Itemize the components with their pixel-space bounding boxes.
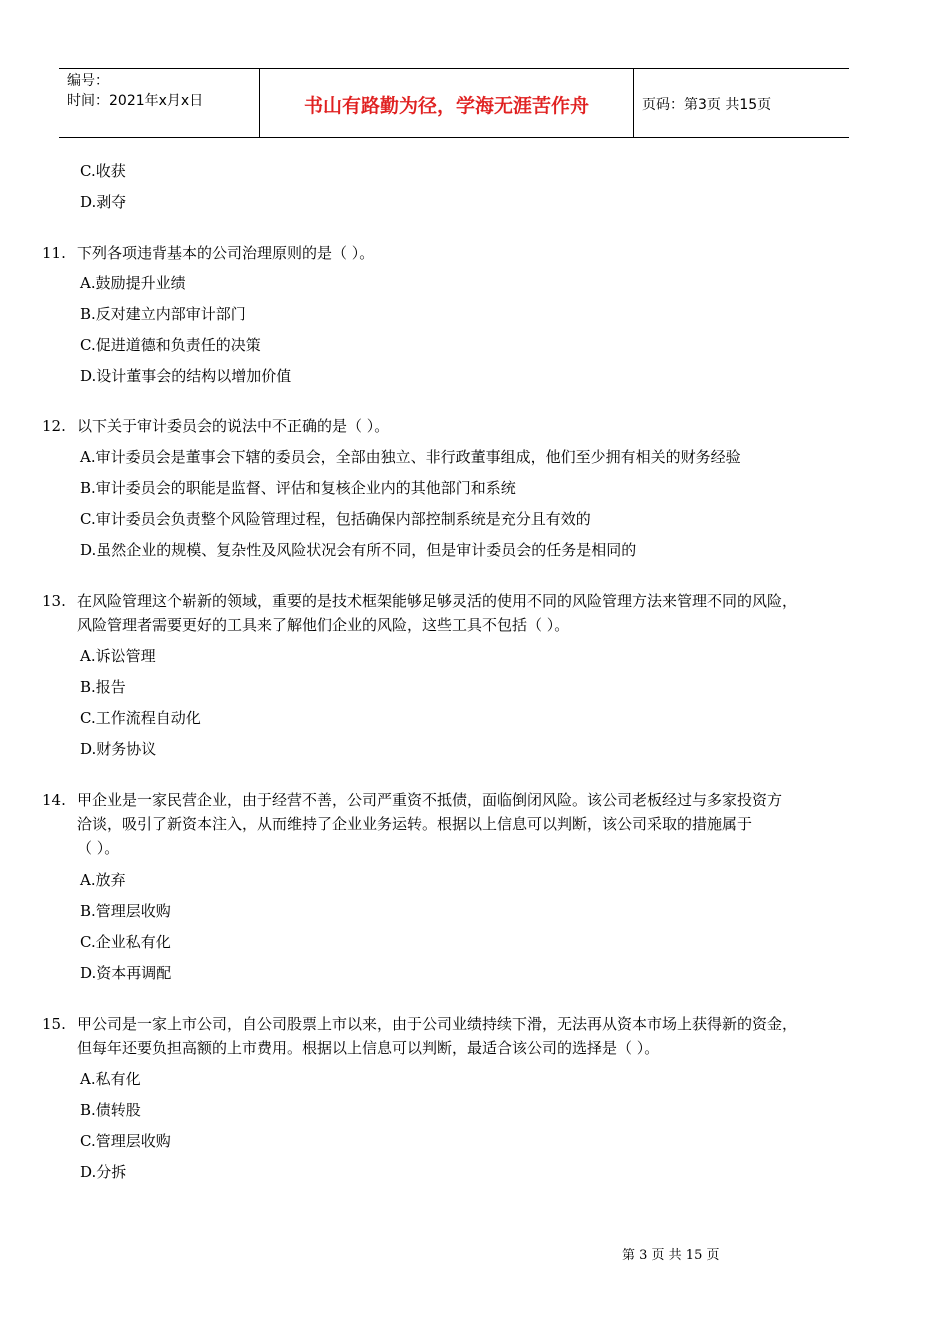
option-text: D.虽然企业的规模、复杂性及风险状况会有所不同，但是审计委员会的任务是相同的 [80, 541, 637, 559]
option-text: A.鼓励提升业绩 [80, 274, 186, 292]
page-footer: 第 3 页 共 15 页 [622, 1248, 720, 1263]
option-text: D.分拆 [80, 1163, 127, 1181]
question-stem: 但每年还要负担高额的上市费用。根据以上信息可以判断，最适合该公司的选择是（ ）。 [77, 1039, 660, 1057]
question-number: 12. [42, 417, 66, 435]
question-number: 15. [42, 1015, 66, 1033]
header-info-cell [59, 69, 260, 137]
option-text: B.债转股 [80, 1101, 141, 1119]
question-stem: 甲公司是一家上市公司，自公司股票上市以来，由于公司业绩持续下滑，无法再从资本市场上获得新的资金， [77, 1015, 798, 1033]
option-text: A.诉讼管理 [80, 647, 156, 665]
option-text: C.收获 [80, 162, 126, 180]
option-text: B.反对建立内部审计部门 [80, 305, 246, 323]
option-text: B.审计委员会的职能是监督、评估和复核企业内的其他部门和系统 [80, 479, 516, 497]
option-text: B.报告 [80, 678, 126, 696]
option-text: D.设计董事会的结构以增加价值 [80, 367, 292, 385]
option-text: C.工作流程自动化 [80, 709, 201, 727]
option-text: C.审计委员会负责整个风险管理过程，包括确保内部控制系统是充分且有效的 [80, 510, 591, 528]
option-text: A.放弃 [80, 871, 126, 889]
question-stem: 以下关于审计委员会的说法中不正确的是（ ）。 [77, 417, 390, 435]
option-text: D.财务协议 [80, 740, 157, 758]
motto-text: 书山有路勤为径，学海无涯苦作舟 [303, 95, 589, 117]
page-header [59, 68, 849, 138]
option-text: A.审计委员会是董事会下辖的委员会，全部由独立、非行政董事组成，他们至少拥有相关的财务经验 [80, 448, 741, 466]
option-text: C.企业私有化 [80, 933, 171, 951]
question-stem: （ ）。 [77, 839, 120, 857]
option-text: B.管理层收购 [80, 902, 171, 920]
option-text: D.资本再调配 [80, 964, 172, 982]
header-page-cell [634, 69, 849, 137]
page-info: 页码：第3页 共15页 [642, 97, 772, 113]
option-text: D.剥夺 [80, 193, 127, 211]
question-stem: 在风险管理这个崭新的领域，重要的是技术框架能够足够灵活的使用不同的风险管理方法来管理不同的风险， [77, 592, 798, 610]
question-stem: 下列各项违背基本的公司治理原则的是（ ）。 [77, 244, 375, 262]
option-text: C.管理层收购 [80, 1132, 171, 1150]
number-label: 编号： [67, 73, 109, 89]
question-stem: 风险管理者需要更好的工具来了解他们企业的风险，这些工具不包括（ ）。 [77, 616, 570, 634]
option-text: C.促进道德和负责任的决策 [80, 336, 261, 354]
option-text: A.私有化 [80, 1070, 141, 1088]
question-stem: 甲企业是一家民营企业，由于经营不善，公司严重资不抵债，面临倒闭风险。该公司老板经过与多家投资方 [77, 791, 783, 809]
question-stem: 洽谈，吸引了新资本注入，从而维持了企业业务运转。根据以上信息可以判断，该公司采取的措施属于 [77, 815, 753, 833]
question-number: 11. [42, 244, 66, 262]
question-number: 13. [42, 592, 66, 610]
header-motto-cell [260, 69, 634, 137]
question-number: 14. [42, 791, 66, 809]
time-label: 时间：2021年x月x日 [67, 93, 204, 109]
